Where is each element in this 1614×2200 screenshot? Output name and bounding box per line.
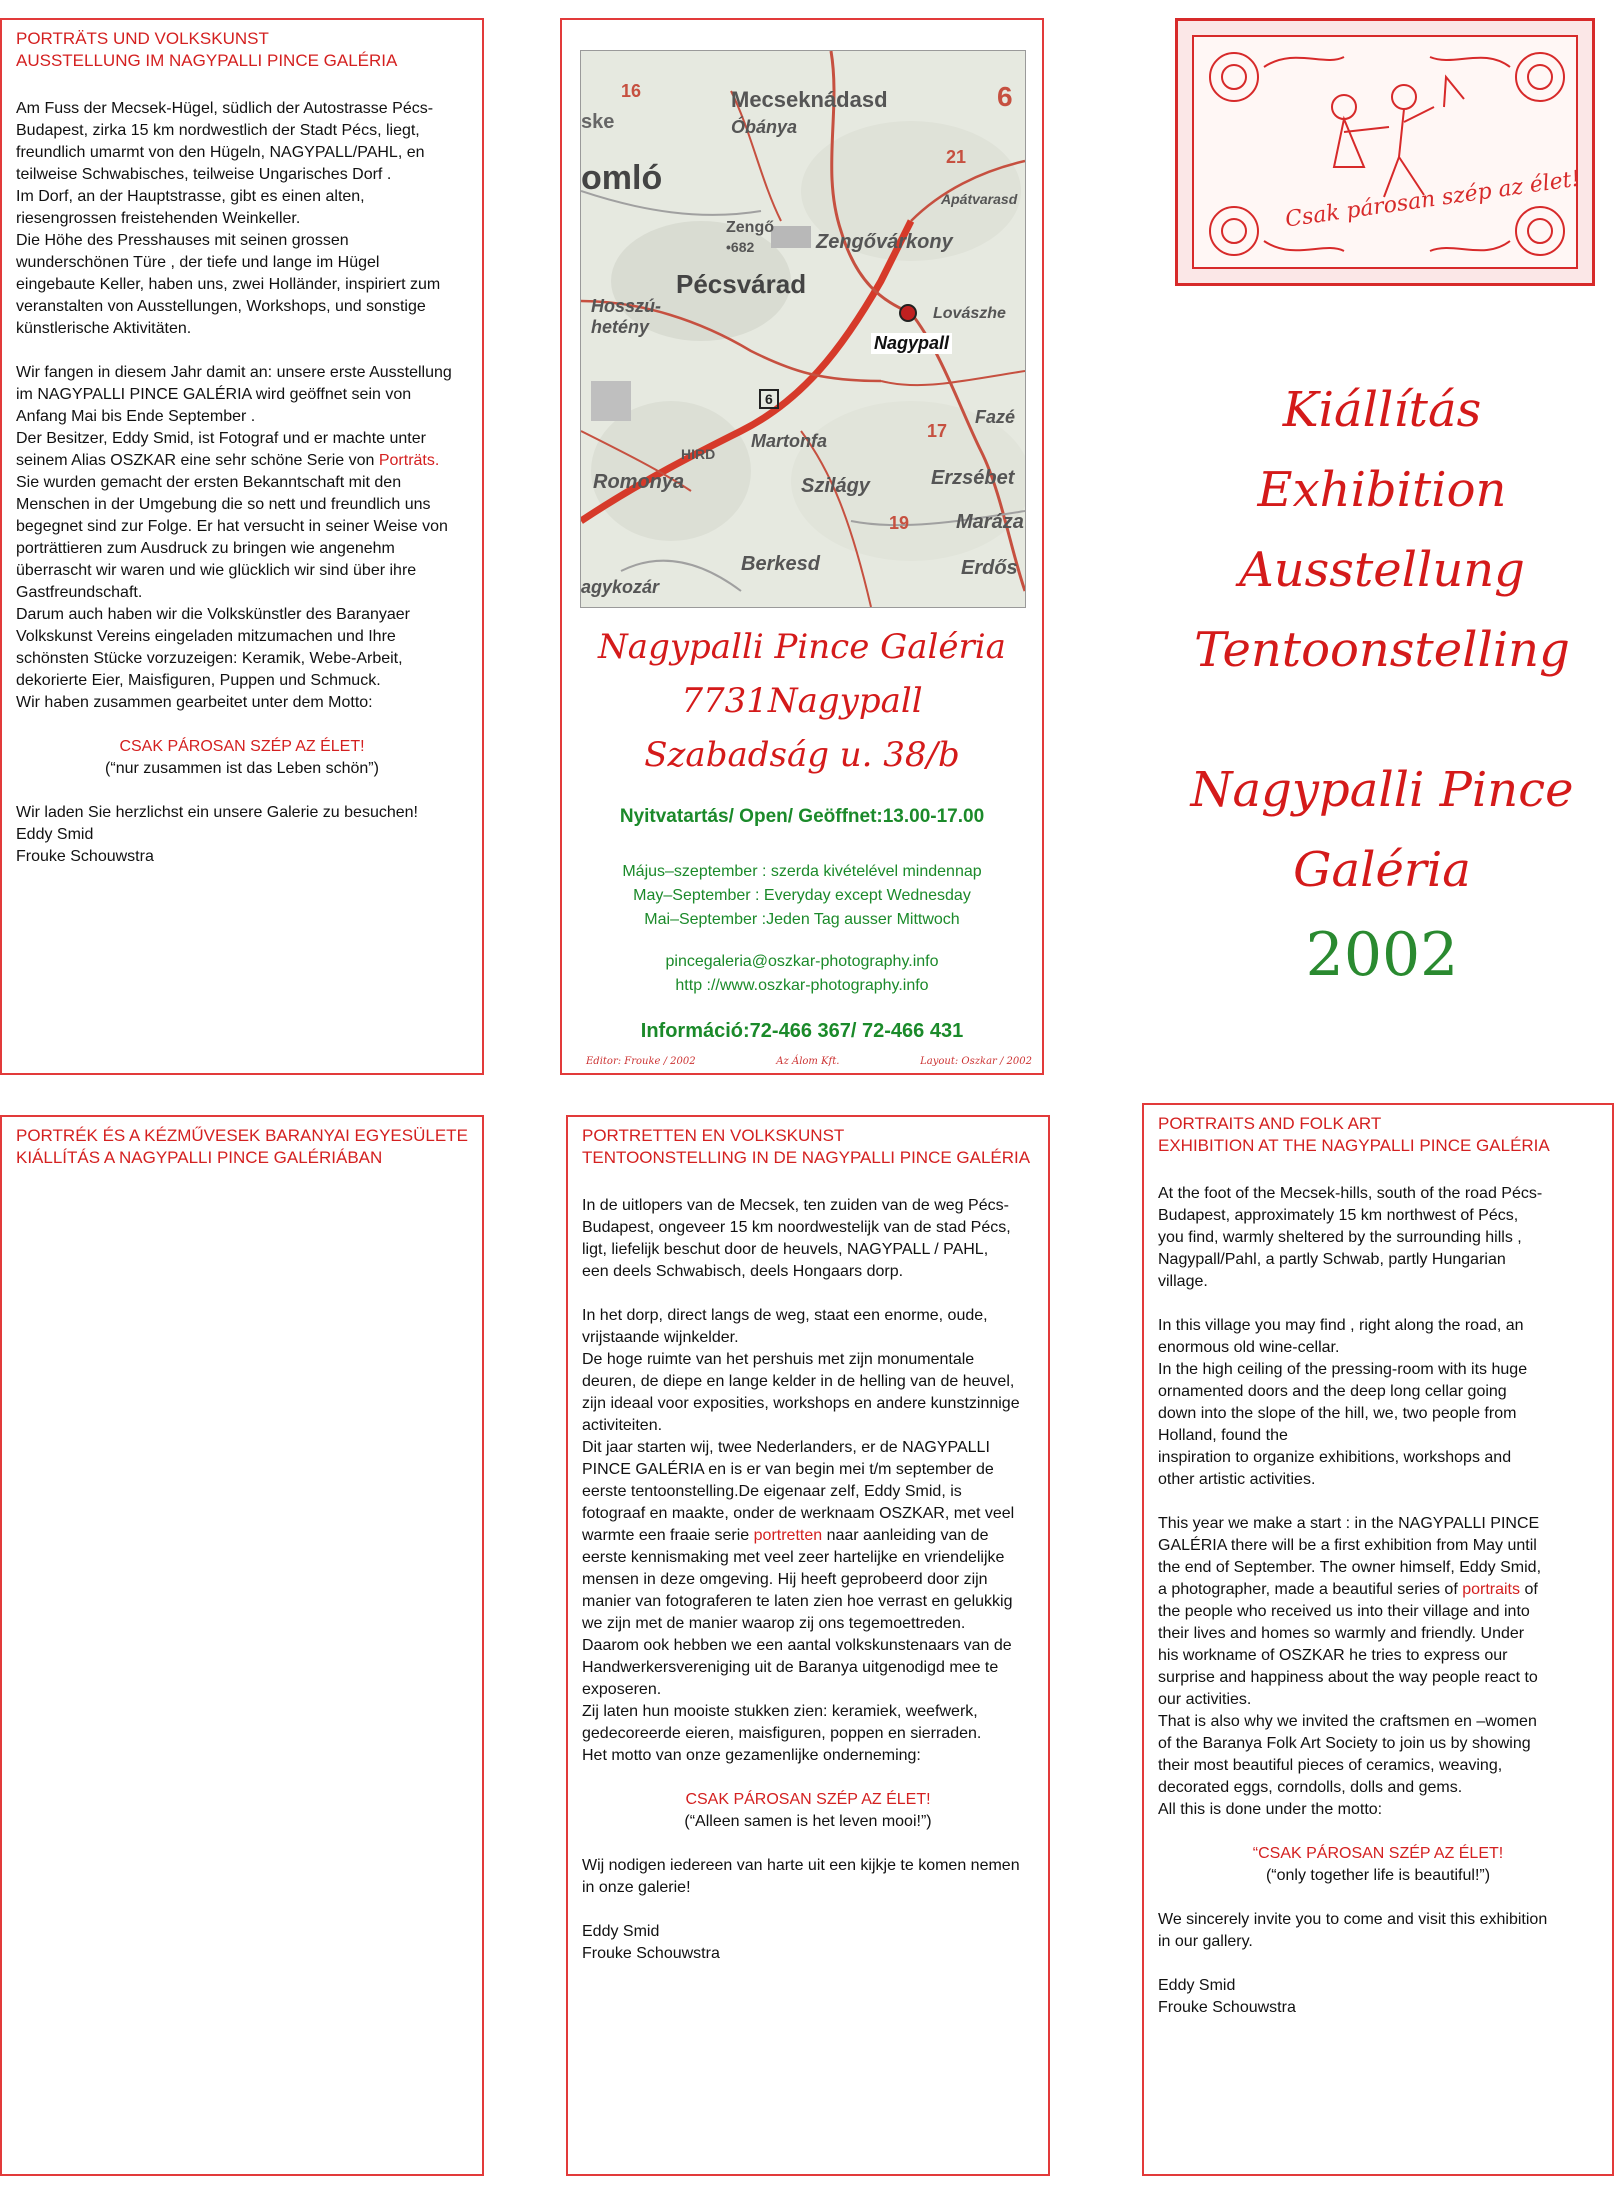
- motto-block: [582, 1789, 1034, 1833]
- paragraph-line: Menschen in der Umgebung die so nett und freundlich uns: [16, 496, 431, 513]
- title-line: KIÁLLÍTÁS A NAGYPALLI PINCE GALÉRIÁBAN: [16, 1148, 383, 1167]
- paragraph-line: Sie wurden gemacht der ersten Bekanntschaft mit den: [16, 474, 402, 491]
- paragraph-line: exposeren.: [582, 1681, 662, 1698]
- map-label: omló: [581, 159, 663, 197]
- opening-days: [562, 860, 1042, 932]
- paragraph-line: künstlerische Aktivitäten.: [16, 320, 192, 337]
- paragraph-line: down into the slope of the hill, we, two people from: [1158, 1405, 1517, 1422]
- signer-name: Eddy Smid: [16, 826, 94, 843]
- embroidery-motto: Csak párosan szép az élet!: [1283, 166, 1582, 233]
- paragraph-line: inspiration to organize exhibitions, workshops and: [1158, 1449, 1512, 1466]
- phone-info: Információ:72-466 367/ 72-466 431: [640, 1020, 964, 1042]
- paragraph-line: riesengrossen freistehenden Weinkeller.: [16, 210, 301, 227]
- paragraph-line: Handwerkersvereniging uit de Baranya uitgenodigd mee te: [582, 1659, 999, 1676]
- paragraph-line: eerste kennismaking met veel zeer hartelijke en vriendelijke: [582, 1549, 1005, 1566]
- paragraph-line: zijn ideaal voor exposities, workshops en andere kunstzinnige: [582, 1395, 1020, 1412]
- paragraph-line: Im Dorf, an der Hauptstrasse, gibt es einen alten,: [16, 188, 365, 205]
- map-label: Mecseknádasd: [731, 87, 888, 112]
- motto-translation: (“Alleen samen is het leven mooi!”): [684, 1813, 932, 1830]
- map-label: Martonfa: [751, 431, 827, 451]
- paragraph-line: of the Baranya Folk Art Society to join us by showing: [1158, 1735, 1531, 1752]
- map-label: 17: [927, 421, 948, 441]
- credit-company: Az Álom Kft.: [776, 1056, 840, 1067]
- panel-title: [16, 1125, 468, 1169]
- paragraph-line: In het dorp, direct langs de weg, staat een enorme, oude,: [582, 1307, 988, 1324]
- map-label: Óbánya: [731, 117, 798, 137]
- paragraph-line: the people who received us into their village and into: [1158, 1603, 1530, 1620]
- paragraph-line: im NAGYPALLI PINCE GALÉRIA wird geöffnet sein von: [16, 386, 412, 403]
- title-english: Exhibition: [1257, 462, 1507, 518]
- credit-editor: Editor: Frouke / 2002: [586, 1056, 696, 1067]
- german-body: [16, 98, 468, 868]
- paragraph-line: surprise and happiness about the way people react to: [1158, 1669, 1538, 1686]
- website-link[interactable]: http ://www.oszkar-photography.info: [675, 977, 929, 994]
- paragraph-line: Nagypall/Pahl, a partly Schwab, partly Hungarian: [1158, 1251, 1506, 1268]
- paragraph-line: warmte een fraaie serie portretten naar aanleiding van de: [582, 1527, 989, 1544]
- cover-titles: [1150, 370, 1614, 990]
- gallery-zip: 7731Nagypall: [681, 681, 923, 721]
- exhibition-titles: [1150, 370, 1614, 690]
- gallery-name: Nagypalli Pince Galéria: [598, 627, 1006, 667]
- credit-layout: Layout: Oszkar / 2002: [920, 1056, 1032, 1067]
- panel-hungarian: [0, 1115, 484, 2176]
- english-body: [1158, 1183, 1598, 2019]
- paragraph-line: we zijn met de manier waarop zij ons tegemoettreden.: [582, 1615, 966, 1632]
- embroidery-graphic: [1194, 37, 1580, 271]
- title-line: PORTRETTEN EN VOLKSKUNST: [582, 1126, 845, 1145]
- paragraph-line: in onze galerie!: [582, 1879, 691, 1896]
- paragraph-line: PINCE GALÉRIA en is er van begin mei t/m september de: [582, 1461, 994, 1478]
- paragraph-line: their most beautiful pieces of ceramics, weaving,: [1158, 1757, 1503, 1774]
- paragraph-line: fotograaf en maakte, onder de werknaam OSZKAR, met veel: [582, 1505, 1015, 1522]
- map-label: 6: [997, 81, 1013, 112]
- map-label: 16: [621, 81, 642, 101]
- paragraph-line: In de uitlopers van de Mecsek, ten zuiden van de weg Pécs-: [582, 1197, 1009, 1214]
- paragraph-line: In the high ceiling of the pressing-room with its huge: [1158, 1361, 1528, 1378]
- paragraph-line: mensen in deze omgeving. Hij heeft geprobeerd door zijn: [582, 1571, 988, 1588]
- credits: [586, 1056, 1032, 1067]
- paragraph-line: Wir haben zusammen gearbeitet unter dem Motto:: [16, 694, 373, 711]
- days-line: Mai–September :Jeden Tag ausser Mittwoch: [644, 911, 960, 928]
- paragraph-line: Die Höhe des Presshauses mit seinen grossen: [16, 232, 349, 249]
- paragraph-line: deuren, de diepe en lange kelder in de helling van de heuvel,: [582, 1373, 1015, 1390]
- paragraph-line: ligt, liefelijk beschut door de heuvels, NAGYPALL / PAHL,: [582, 1241, 989, 1258]
- paragraph-line: seinem Alias OSZKAR eine sehr schöne Serie von Porträts.: [16, 452, 440, 469]
- paragraph-line: porträttieren zum Ausdruck zu bringen wie angenehm: [16, 540, 395, 557]
- paragraph-line: Het motto van onze gezamenlijke onderneming:: [582, 1747, 921, 1764]
- paragraph-line: eerste tentoonstelling.De eigenaar zelf, Eddy Smid, is: [582, 1483, 962, 1500]
- paragraph-line: decorated eggs, corndolls, dolls and gems.: [1158, 1779, 1463, 1796]
- map-label: agykozár: [581, 577, 660, 597]
- paragraph-line: Holland, found the: [1158, 1427, 1288, 1444]
- paragraph-line: Budapest, zirka 15 km nordwestlich der Stadt Pécs, liegt,: [16, 122, 420, 139]
- cover-year: 2002: [1305, 920, 1459, 990]
- paragraph-line: enormous old wine-cellar.: [1158, 1339, 1340, 1356]
- map-label: Romonya: [593, 471, 685, 493]
- paragraph-line: In this village you may find , right along the road, an: [1158, 1317, 1524, 1334]
- paragraph-line: schönsten Stücke vorzuzeigen: Keramik, Webe-Arbeit,: [16, 650, 403, 667]
- title-line: AUSSTELLUNG IM NAGYPALLI PINCE GALÉRIA: [16, 51, 398, 70]
- paragraph-line: een deels Schwabisch, deels Hongaars dorp.: [582, 1263, 904, 1280]
- paragraph-line: eingebaute Keller, haben uns, zwei Holländer, inspiriert zum: [16, 276, 441, 293]
- gallery-title-line: Galéria: [1293, 842, 1471, 898]
- title-line: PORTRÄTS UND VOLKSKUNST: [16, 29, 269, 48]
- map-label: HIRD: [681, 446, 716, 462]
- paragraph-line: veranstalten von Ausstellungen, Workshops, und sonstige: [16, 298, 426, 315]
- location-map: [580, 50, 1026, 608]
- paragraph-line: gedecoreerde eieren, maisfiguren, poppen en sierraden.: [582, 1725, 982, 1742]
- map-label: 19: [889, 513, 910, 533]
- dutch-body: [582, 1195, 1034, 1965]
- paragraph-line: GALÉRIA there will be a first exhibition from May until: [1158, 1537, 1537, 1554]
- paragraph-line: vrijstaande wijnkelder.: [582, 1329, 739, 1346]
- panel-title: [1158, 1113, 1598, 1157]
- title-line: PORTRÉK ÉS A KÉZMŰVESEK BARANYAI EGYESÜLETE: [16, 1126, 468, 1145]
- embroidery-frame: [1192, 35, 1582, 269]
- paragraph-line: Wij nodigen iedereen van harte uit een kijkje te komen nemen: [582, 1857, 1020, 1874]
- motto: CSAK PÁROSAN SZÉP AZ ÉLET!: [119, 738, 365, 755]
- paragraph-line: Volkskunst Vereins eingeladen mitzumachen und Ihre: [16, 628, 396, 645]
- map-label: Szilágy: [801, 475, 870, 497]
- title-hungarian: Kiállítás: [1282, 382, 1482, 438]
- gallery-title-line: Nagypalli Pince: [1190, 762, 1574, 818]
- contact-links: [562, 950, 1042, 998]
- paragraph-line: their lives and homes so warmly and friendly. Under: [1158, 1625, 1525, 1642]
- paragraph-line: activiteiten.: [582, 1417, 663, 1434]
- map-label: hetény: [591, 317, 650, 337]
- motto-block: [16, 736, 468, 780]
- closing-line: Wir laden Sie herzlichst ein unsere Galerie zu besuchen!: [16, 804, 418, 821]
- paragraph-line: Budapest, approximately 15 km northwest of Pécs,: [1158, 1207, 1519, 1224]
- map-label: Pécsvárad: [676, 269, 807, 299]
- paragraph-line: Darum auch haben wir die Volkskünstler des Baranyaer: [16, 606, 410, 623]
- signer-name: Eddy Smid: [582, 1923, 660, 1940]
- paragraph-line: Budapest, ongeveer 15 km noordwestelijk van de stad Pécs,: [582, 1219, 1011, 1236]
- motto: “CSAK PÁROSAN SZÉP AZ ÉLET!: [1252, 1845, 1504, 1862]
- paragraph-line: you find, warmly sheltered by the surrounding hills ,: [1158, 1229, 1522, 1246]
- panel-german: [0, 18, 484, 1075]
- map-label: Berkesd: [741, 553, 820, 575]
- paragraph-line: That is also why we invited the craftsmen en –women: [1158, 1713, 1537, 1730]
- days-line: May–September : Everyday except Wednesday: [633, 887, 971, 904]
- motto: CSAK PÁROSAN SZÉP AZ ÉLET!: [685, 1791, 931, 1808]
- paragraph-line: This year we make a start : in the NAGYPALLI PINCE: [1158, 1515, 1540, 1532]
- paragraph-line: Wir fangen in diesem Jahr damit an: unsere erste Ausstellung: [16, 364, 452, 381]
- embroidery-image: [1175, 18, 1595, 286]
- map-label: Hosszú-: [591, 296, 662, 316]
- paragraph-line: Daarom ook hebben we een aantal volkskunstenaars van de: [582, 1637, 1012, 1654]
- motto-translation: (“nur zusammen ist das Leben schön”): [105, 760, 379, 777]
- paragraph-line: Dit jaar starten wij, twee Nederlanders, er de NAGYPALLI: [582, 1439, 990, 1456]
- map-label: Zengő: [726, 219, 774, 236]
- paragraph-line: the end of September. The owner himself, Eddy Smid,: [1158, 1559, 1542, 1576]
- paragraph-line: ornamented doors and the deep long cellar going: [1158, 1383, 1507, 1400]
- map-label: Zengővárkony: [816, 231, 953, 253]
- signer-name: Eddy Smid: [1158, 1977, 1236, 1994]
- paragraph-line: teilweise Schwabisches, teilweise Ungarisches Dorf .: [16, 166, 392, 183]
- panel-info: [560, 18, 1044, 1075]
- motto-block: [1158, 1843, 1598, 1887]
- days-line: Május–szeptember : szerda kivételével mindennap: [622, 863, 982, 880]
- motto-translation: (“only together life is beautiful!”): [1265, 1867, 1491, 1884]
- panel-title: [582, 1125, 1034, 1169]
- map-label-destination: Nagypall: [871, 333, 952, 354]
- title-dutch: Tentoonstelling: [1194, 622, 1570, 678]
- email-link[interactable]: pincegaleria@oszkar-photography.info: [665, 953, 939, 970]
- title-line: PORTRAITS AND FOLK ART: [1158, 1114, 1382, 1133]
- map-label: Maráza: [956, 511, 1024, 533]
- paragraph-line: We sincerely invite you to come and visit this exhibition: [1158, 1911, 1548, 1928]
- paragraph-line: freundlich umarmt von den Hügeln, NAGYPALL/PAHL, en: [16, 144, 425, 161]
- map-label: 21: [946, 147, 967, 167]
- paragraph-line: Der Besitzer, Eddy Smid, ist Fotograf und er machte unter: [16, 430, 426, 447]
- signer-name: Frouke Schouwstra: [582, 1945, 720, 1962]
- map-label: Apátvarasd: [941, 191, 1018, 207]
- signer-name: Frouke Schouwstra: [16, 848, 154, 865]
- paragraph-line: All this is done under the motto:: [1158, 1801, 1383, 1818]
- map-label: Erdős: [961, 557, 1018, 579]
- paragraph-line: dekorierte Eier, Maisfiguren, Puppen und Schmuck.: [16, 672, 381, 689]
- paragraph-line: At the foot of the Mecsek-hills, south of the road Pécs-: [1158, 1185, 1543, 1202]
- panel-dutch: [566, 1115, 1050, 2176]
- paragraph-line: Gastfreundschaft.: [16, 584, 143, 601]
- title-german: Ausstellung: [1239, 542, 1525, 598]
- gallery-title: [1150, 750, 1614, 910]
- paragraph-line: manier van fotograferen te laten zien hoe verrast en gelukkig: [582, 1593, 1013, 1610]
- paragraph-line: wunderschönen Türe , der tiefe und lange im Hügel: [16, 254, 380, 271]
- paragraph-line: überrascht wir waren und wie glücklich wir sind über ihre: [16, 562, 417, 579]
- paragraph-line: in our gallery.: [1158, 1933, 1253, 1950]
- map-label: •682: [726, 239, 755, 255]
- map-label: Fazé: [975, 407, 1016, 427]
- panel-english: [1142, 1103, 1614, 2176]
- title-line: TENTOONSTELLING IN DE NAGYPALLI PINCE GALÉRIA: [582, 1148, 1031, 1167]
- title-line: EXHIBITION AT THE NAGYPALLI PINCE GALÉRIA: [1158, 1136, 1550, 1155]
- panel-title: [16, 28, 468, 72]
- gallery-address: [562, 620, 1042, 782]
- map-label: 6: [759, 389, 779, 409]
- map-label: Erzsébet: [931, 467, 1015, 489]
- paragraph-line: village.: [1158, 1273, 1208, 1290]
- paragraph-line: his workname of OSZKAR he tries to express our: [1158, 1647, 1508, 1664]
- paragraph-line: Anfang Mai bis Ende September .: [16, 408, 256, 425]
- paragraph-line: De hoge ruimte van het pershuis met zijn monumentale: [582, 1351, 975, 1368]
- paragraph-line: Am Fuss der Mecsek-Hügel, südlich der Autostrasse Pécs-: [16, 100, 434, 117]
- paragraph-line: a photographer, made a beautiful series of portraits of: [1158, 1581, 1538, 1598]
- paragraph-line: other artistic activities.: [1158, 1471, 1316, 1488]
- paragraph-line: Zij laten hun mooiste stukken zien: keramiek, weefwerk,: [582, 1703, 978, 1720]
- gallery-street: Szabadság u. 38/b: [644, 735, 960, 775]
- map-label: Lovászhe: [933, 305, 1006, 322]
- map-label: ske: [581, 111, 615, 133]
- signer-name: Frouke Schouwstra: [1158, 1999, 1296, 2016]
- paragraph-line: begegnet sind zur Folge. Er hat versucht in seiner Weise von: [16, 518, 448, 535]
- opening-hours: Nyitvatartás/ Open/ Geöffnet:13.00-17.00: [619, 806, 985, 827]
- paragraph-line: our activities.: [1158, 1691, 1252, 1708]
